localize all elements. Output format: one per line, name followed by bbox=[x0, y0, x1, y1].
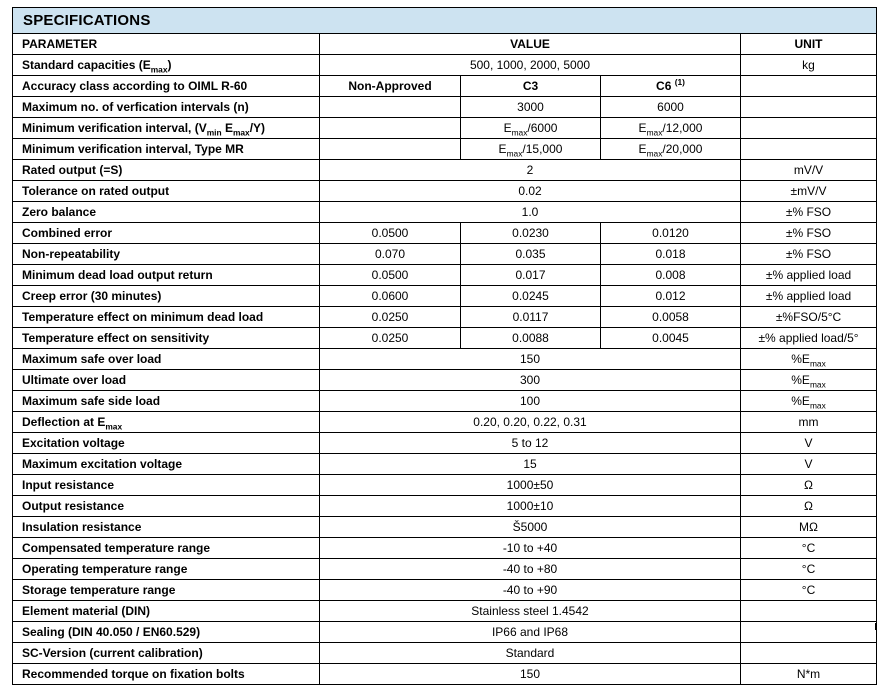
unit-cell bbox=[741, 622, 877, 643]
param-cell: Storage temperature range bbox=[13, 580, 320, 601]
unit-cell: Ω bbox=[741, 475, 877, 496]
table-row bbox=[13, 97, 877, 118]
unit-cell: ±% applied load bbox=[741, 265, 877, 286]
value-cell: 0.0120 bbox=[601, 223, 741, 244]
value-cell: 0.0600 bbox=[320, 286, 461, 307]
table-cutoff-border-left bbox=[12, 623, 13, 630]
param-cell: Input resistance bbox=[13, 475, 320, 496]
param-cell: Excitation voltage bbox=[13, 433, 320, 454]
param-cell: Rated output (=S) bbox=[13, 160, 320, 181]
unit-cell bbox=[741, 139, 877, 160]
param-cell: Operating temperature range bbox=[13, 559, 320, 580]
value-cell: 0.0500 bbox=[320, 223, 461, 244]
unit-cell: $\%E_{max}$ bbox=[741, 370, 877, 391]
value-cell: 100 bbox=[320, 391, 741, 412]
value-cell: -40 to +90 bbox=[320, 580, 741, 601]
table-row bbox=[13, 223, 877, 244]
specifications-table bbox=[12, 7, 877, 685]
value-cell: 1000±50 bbox=[320, 475, 741, 496]
value-cell: 0.017 bbox=[461, 265, 601, 286]
unit-cell: V bbox=[741, 454, 877, 475]
param-cell: Recommended torque on fixation bolts bbox=[13, 664, 320, 685]
table-row bbox=[13, 118, 877, 139]
unit-cell: Ω bbox=[741, 496, 877, 517]
value-cell: -10 to +40 bbox=[320, 538, 741, 559]
param-cell: Ultimate over load bbox=[13, 370, 320, 391]
unit-cell: V bbox=[741, 433, 877, 454]
param-cell: SC-Version (current calibration) bbox=[13, 643, 320, 664]
unit-cell bbox=[741, 643, 877, 664]
table-row bbox=[13, 496, 877, 517]
value-cell: 0.012 bbox=[601, 286, 741, 307]
value-cell bbox=[320, 139, 461, 160]
table-row bbox=[13, 244, 877, 265]
param-cell: Maximum safe over load bbox=[13, 349, 320, 370]
unit-cell: °C bbox=[741, 580, 877, 601]
param-cell: Combined error bbox=[13, 223, 320, 244]
table-row bbox=[13, 139, 877, 160]
unit-cell: mV/V bbox=[741, 160, 877, 181]
unit-cell: °C bbox=[741, 559, 877, 580]
unit-cell: $\%E_{max}$ bbox=[741, 349, 877, 370]
value-cell: $E_{max}/12,000$ bbox=[601, 118, 741, 139]
table-row bbox=[13, 286, 877, 307]
param-cell: Non-repeatability bbox=[13, 244, 320, 265]
param-cell: Element material (DIN) bbox=[13, 601, 320, 622]
param-cell: Deflection at $E_{max}$ bbox=[13, 412, 320, 433]
value-cell: 0.20, 0.20, 0.22, 0.31 bbox=[320, 412, 741, 433]
value-cell: IP66 and IP68 bbox=[320, 622, 741, 643]
value-cell: C6 $^{(1)}$ bbox=[601, 76, 741, 97]
unit-cell: ±% applied load/5° bbox=[741, 328, 877, 349]
param-cell: Temperature effect on minimum dead load bbox=[13, 307, 320, 328]
value-cell: 0.0500 bbox=[320, 265, 461, 286]
value-cell: 0.018 bbox=[601, 244, 741, 265]
table-row bbox=[13, 475, 877, 496]
unit-cell: mm bbox=[741, 412, 877, 433]
value-cell bbox=[320, 118, 461, 139]
unit-cell bbox=[741, 76, 877, 97]
unit-cell bbox=[741, 601, 877, 622]
unit-cell bbox=[741, 97, 877, 118]
table-row bbox=[13, 622, 877, 643]
value-cell: 0.0245 bbox=[461, 286, 601, 307]
parameter-column-header: PARAMETER bbox=[13, 34, 320, 55]
param-cell: Insulation resistance bbox=[13, 517, 320, 538]
value-cell: 1000±10 bbox=[320, 496, 741, 517]
unit-column-header: UNIT bbox=[741, 34, 877, 55]
table-row bbox=[13, 160, 877, 181]
param-cell: Creep error (30 minutes) bbox=[13, 286, 320, 307]
value-cell: 300 bbox=[320, 370, 741, 391]
value-cell: 15 bbox=[320, 454, 741, 475]
specifications-section bbox=[12, 7, 877, 685]
value-column-header: VALUE bbox=[320, 34, 741, 55]
table-cutoff-border-right bbox=[875, 623, 876, 630]
table-title: SPECIFICATIONS bbox=[13, 8, 877, 34]
param-cell: Maximum no. of verfication intervals (n) bbox=[13, 97, 320, 118]
table-row bbox=[13, 307, 877, 328]
table-cutoff-border-unit bbox=[740, 623, 741, 630]
table-row bbox=[13, 643, 877, 664]
value-cell: 0.0045 bbox=[601, 328, 741, 349]
value-cell: Š5000 bbox=[320, 517, 741, 538]
unit-cell: MΩ bbox=[741, 517, 877, 538]
value-cell: 150 bbox=[320, 664, 741, 685]
table-cutoff-border-mid bbox=[319, 623, 320, 630]
value-cell: 0.0250 bbox=[320, 328, 461, 349]
value-cell: C3 bbox=[461, 76, 601, 97]
param-cell: Compensated temperature range bbox=[13, 538, 320, 559]
param-cell: Output resistance bbox=[13, 496, 320, 517]
value-cell: 0.070 bbox=[320, 244, 461, 265]
unit-cell: ±% FSO bbox=[741, 202, 877, 223]
table-row bbox=[13, 601, 877, 622]
table-row bbox=[13, 349, 877, 370]
title-row bbox=[13, 8, 877, 34]
spec-rows bbox=[13, 55, 877, 685]
value-cell: $E_{max}/15,000$ bbox=[461, 139, 601, 160]
param-cell: Sealing (DIN 40.050 / EN60.529) bbox=[13, 622, 320, 643]
value-cell: 0.035 bbox=[461, 244, 601, 265]
table-row bbox=[13, 454, 877, 475]
param-cell: Zero balance bbox=[13, 202, 320, 223]
table-row bbox=[13, 202, 877, 223]
param-cell: Minimum verification interval, ($V_{min}$ $E_{max}/Y$) bbox=[13, 118, 320, 139]
unit-cell: °C bbox=[741, 538, 877, 559]
value-cell: $E_{max}/6000$ bbox=[461, 118, 601, 139]
value-cell bbox=[320, 97, 461, 118]
value-cell: 3000 bbox=[461, 97, 601, 118]
table-row bbox=[13, 517, 877, 538]
unit-cell: ±%FSO/5°C bbox=[741, 307, 877, 328]
param-cell: Minimum verification interval, Type MR bbox=[13, 139, 320, 160]
value-cell: 0.0088 bbox=[461, 328, 601, 349]
value-cell: Stainless steel 1.4542 bbox=[320, 601, 741, 622]
value-cell: Standard bbox=[320, 643, 741, 664]
value-cell: 6000 bbox=[601, 97, 741, 118]
table-row bbox=[13, 55, 877, 76]
table-row bbox=[13, 370, 877, 391]
header-row bbox=[13, 34, 877, 55]
param-cell: Temperature effect on sensitivity bbox=[13, 328, 320, 349]
table-row bbox=[13, 580, 877, 601]
value-cell: -40 to +80 bbox=[320, 559, 741, 580]
value-cell: Non-Approved bbox=[320, 76, 461, 97]
param-cell: Tolerance on rated output bbox=[13, 181, 320, 202]
table-row bbox=[13, 76, 877, 97]
param-cell: Standard capacities $(E_{max})$ bbox=[13, 55, 320, 76]
table-row bbox=[13, 559, 877, 580]
table-row bbox=[13, 433, 877, 454]
value-cell: 0.02 bbox=[320, 181, 741, 202]
value-cell: 0.0230 bbox=[461, 223, 601, 244]
unit-cell: ±% applied load bbox=[741, 286, 877, 307]
value-cell: $E_{max}/20,000$ bbox=[601, 139, 741, 160]
table-row bbox=[13, 265, 877, 286]
value-cell: 5 to 12 bbox=[320, 433, 741, 454]
param-cell: Maximum safe side load bbox=[13, 391, 320, 412]
unit-cell: N*m bbox=[741, 664, 877, 685]
value-cell: 500, 1000, 2000, 5000 bbox=[320, 55, 741, 76]
unit-cell: kg bbox=[741, 55, 877, 76]
unit-cell: ±mV/V bbox=[741, 181, 877, 202]
table-row bbox=[13, 538, 877, 559]
unit-cell: ±% FSO bbox=[741, 223, 877, 244]
unit-cell: ±% FSO bbox=[741, 244, 877, 265]
table-row bbox=[13, 391, 877, 412]
table-row bbox=[13, 412, 877, 433]
table-row bbox=[13, 664, 877, 685]
unit-cell: $\%E_{max}$ bbox=[741, 391, 877, 412]
value-cell: 150 bbox=[320, 349, 741, 370]
value-cell: 0.0117 bbox=[461, 307, 601, 328]
value-cell: 0.008 bbox=[601, 265, 741, 286]
value-cell: 2 bbox=[320, 160, 741, 181]
param-cell: Accuracy class according to OIML R-60 bbox=[13, 76, 320, 97]
param-cell: Maximum excitation voltage bbox=[13, 454, 320, 475]
unit-cell bbox=[741, 118, 877, 139]
table-row bbox=[13, 328, 877, 349]
value-cell: 0.0058 bbox=[601, 307, 741, 328]
param-cell: Minimum dead load output return bbox=[13, 265, 320, 286]
value-cell: 1.0 bbox=[320, 202, 741, 223]
value-cell: 0.0250 bbox=[320, 307, 461, 328]
table-row bbox=[13, 181, 877, 202]
